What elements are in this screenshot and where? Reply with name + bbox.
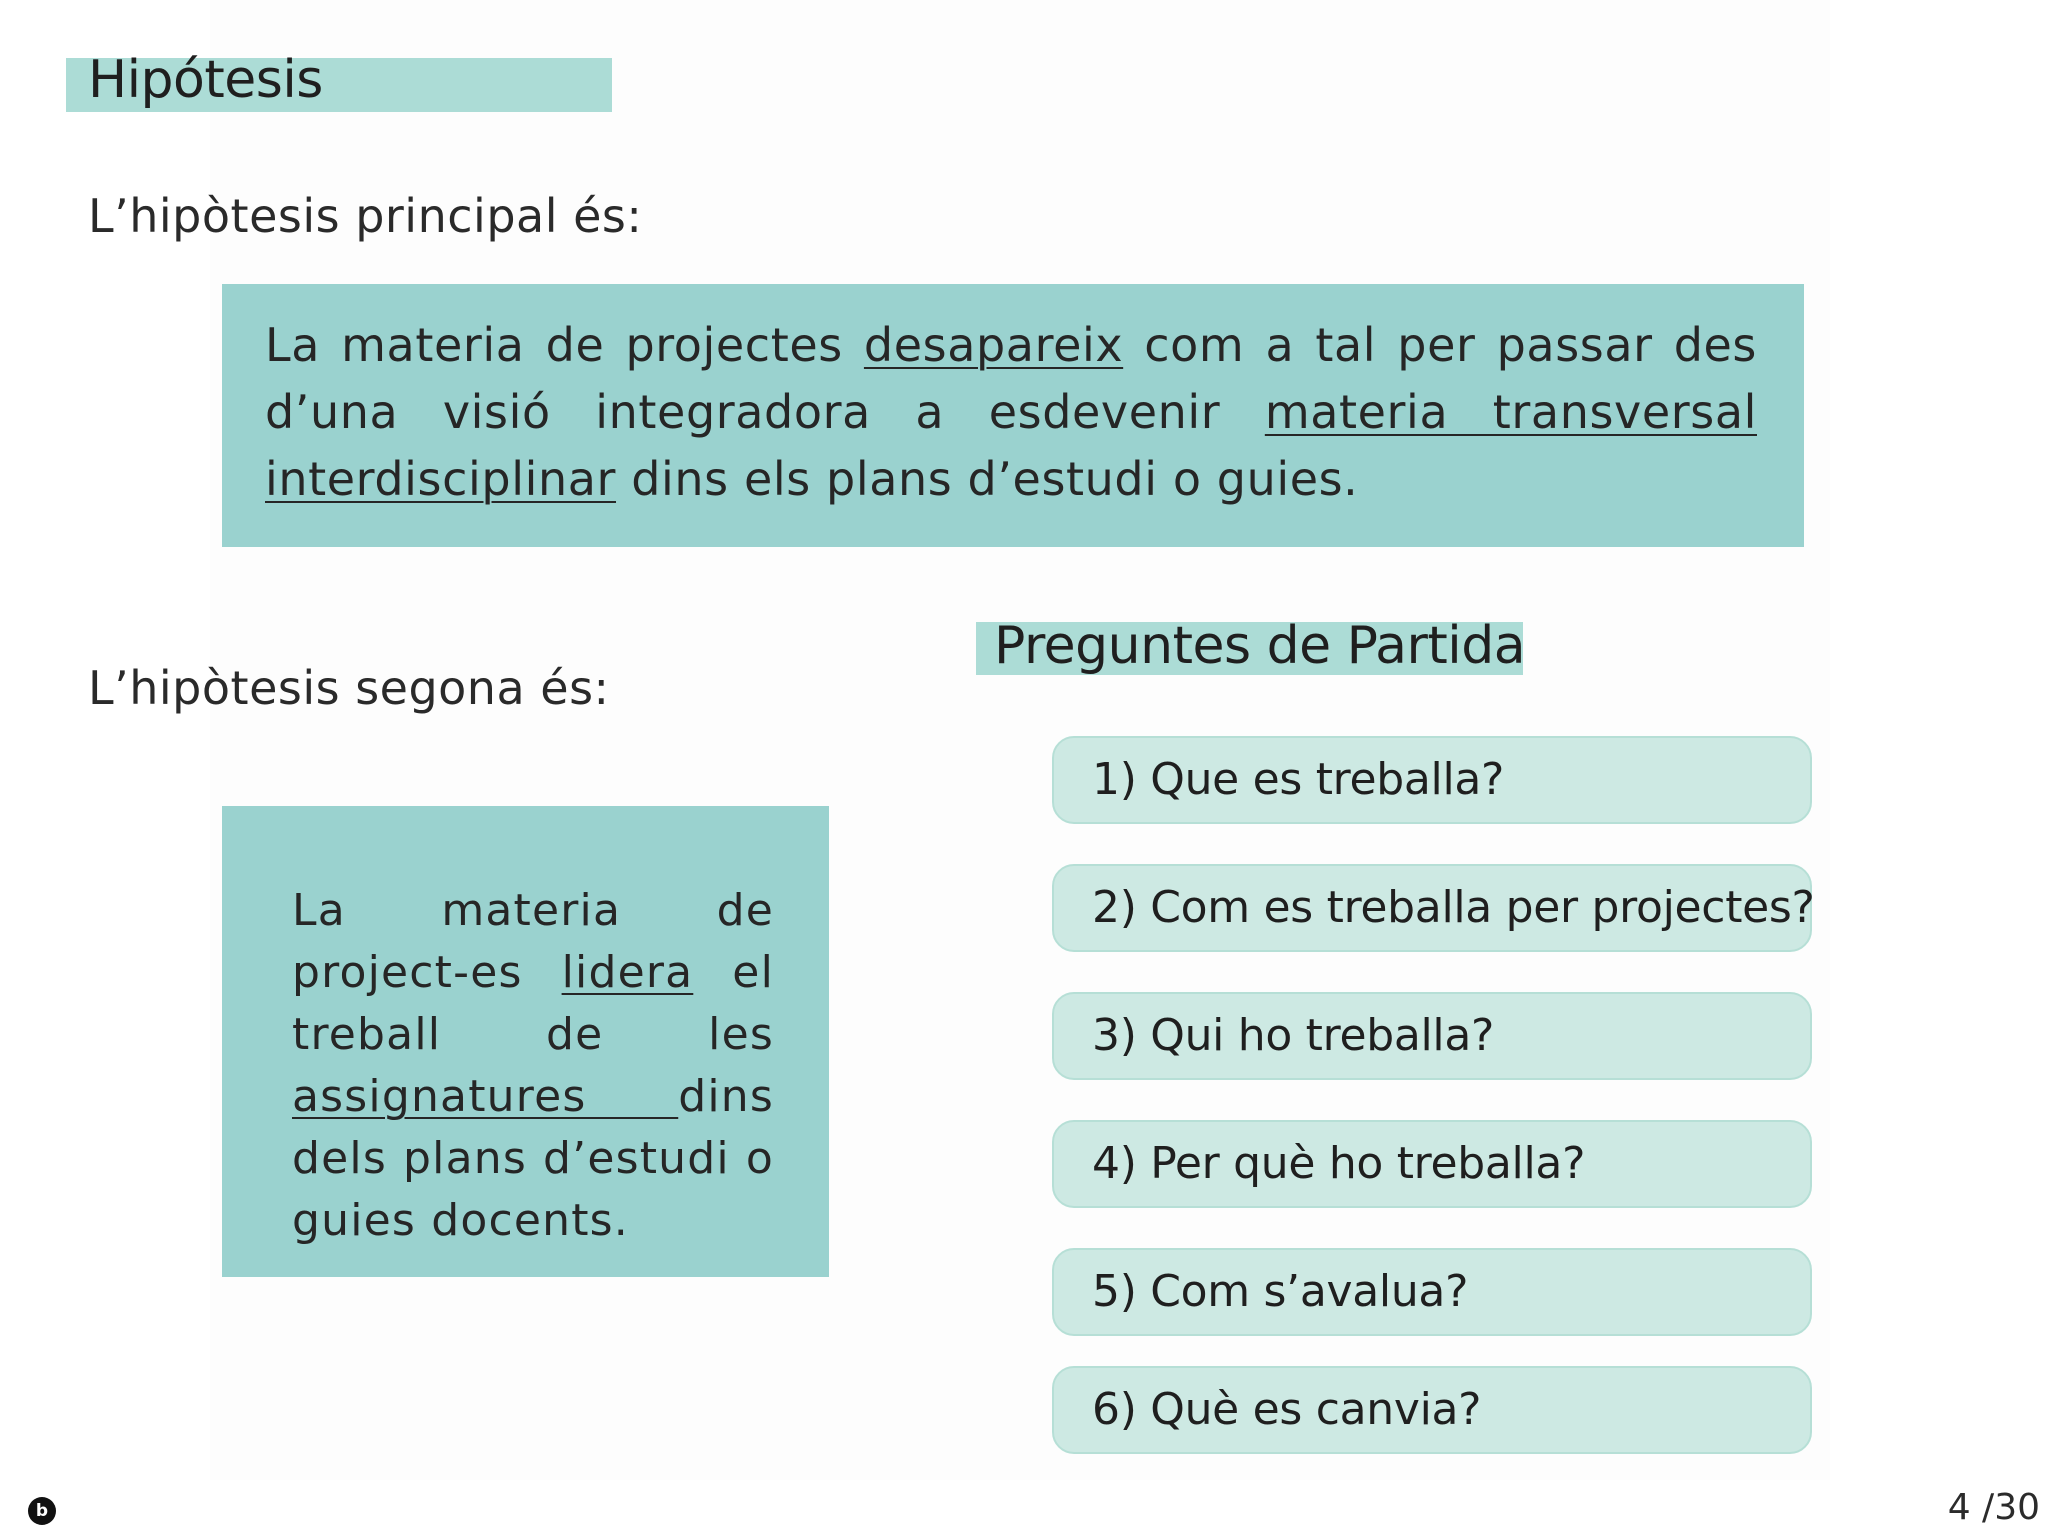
- hypothesis-second-label: L’hipòtesis segona és:: [88, 661, 610, 715]
- question-item: [1052, 864, 1815, 952]
- underlined-term: lidera: [561, 947, 694, 998]
- page-number: 4 /30: [1947, 1487, 2040, 1528]
- question-item: [1052, 992, 1812, 1080]
- hypothesis-second-text: La materia de project-es lidera el treball de les assignatures dins dels plans d’estudi o guies docents.: [292, 885, 774, 1246]
- underlined-term: materia transversal interdisciplinar: [265, 385, 1757, 506]
- logo-icon: b: [28, 1497, 56, 1525]
- hypothesis-main-text: La materia de projectes desapareix com a tal per passar des d’una visió integradora a esdevenir materia transversal interdisciplinar dins els plans d’estudi o guies.: [265, 318, 1758, 506]
- question-item: [1052, 1366, 1812, 1454]
- question-text: 3) Qui ho treballa?: [1092, 1010, 1495, 1061]
- underlined-term: assignatures: [292, 1071, 679, 1122]
- hypothesis-main-label: L’hipòtesis principal és:: [88, 189, 643, 243]
- question-item: [1052, 736, 1812, 824]
- question-item: [1052, 1248, 1812, 1336]
- questions-title: Preguntes de Partida: [994, 616, 1526, 676]
- question-text: 5) Com s’avalua?: [1092, 1266, 1469, 1317]
- hypothesis-main-box: [222, 284, 1804, 547]
- slide-title: Hipótesis: [88, 50, 323, 110]
- question-text: 6) Què es canvia?: [1092, 1384, 1482, 1435]
- question-text: 2) Com es treballa per projectes?: [1092, 882, 1815, 933]
- hypothesis-second-box: [222, 806, 829, 1277]
- question-item: [1052, 1120, 1812, 1208]
- underlined-term: desapareix: [863, 318, 1124, 372]
- question-text: 1) Que es treballa?: [1092, 754, 1505, 805]
- question-text: 4) Per què ho treballa?: [1092, 1138, 1586, 1189]
